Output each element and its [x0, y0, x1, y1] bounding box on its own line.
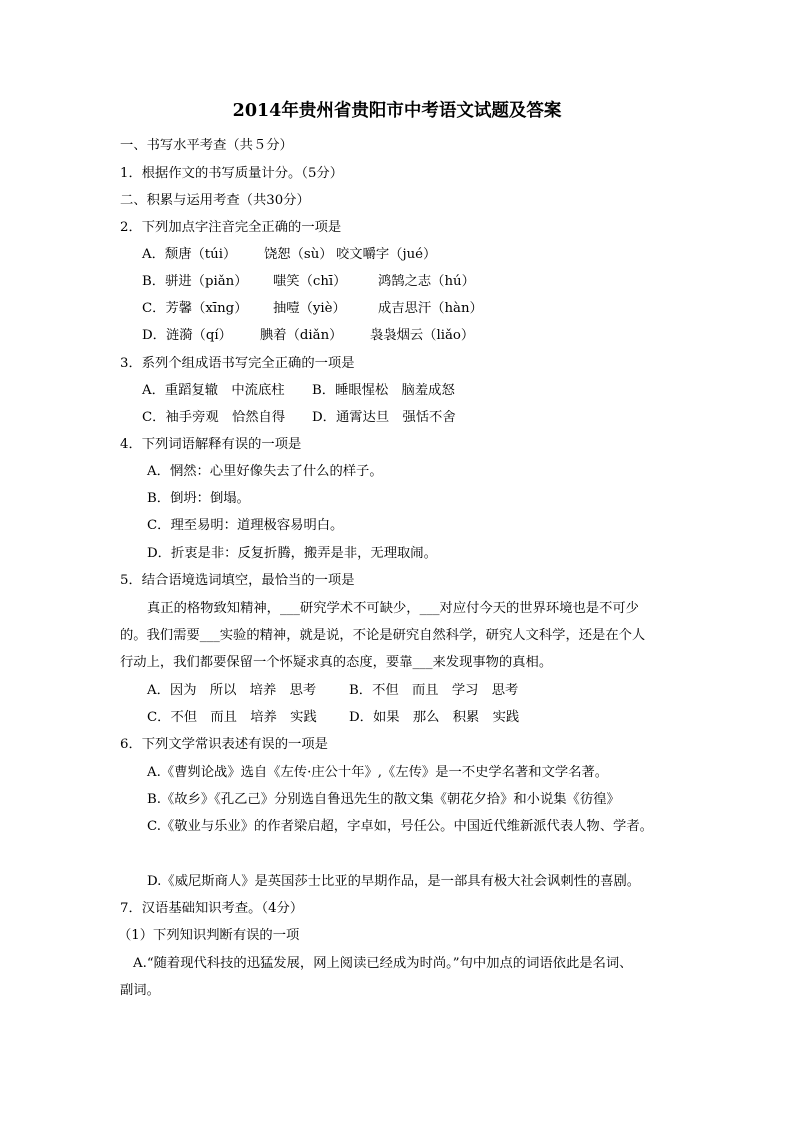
- question-3-stem: 3．系列个组成语书写完全正确的一项是: [120, 356, 355, 371]
- page-title: 2014年贵州省贵阳市中考语文试题及答案: [232, 101, 562, 121]
- option-text: 饶恕（sù）: [264, 247, 333, 262]
- option-text: B．骈进（piǎn）: [142, 274, 248, 289]
- option-text: 腆着（diǎn）: [260, 328, 343, 343]
- option-text: D．涟漪（qí）: [142, 328, 232, 343]
- option-text: 鸿鹄之志（hú）: [378, 274, 475, 289]
- question-6-stem: 6．下列文学常识表述有误的一项是: [120, 737, 328, 752]
- option-text: A．因为 所以 培养 思考: [147, 683, 317, 698]
- section-2-heading: 二、积累与运用考查（共30分）: [120, 193, 310, 208]
- question-6-option-c: C.《敬业与乐业》的作者梁启超，字卓如，号任公。中国近代维新派代表人物、学者。: [147, 819, 653, 834]
- option-text: 袅袅烟云（liǎo）: [370, 328, 475, 343]
- option-text: 抽噎（yiè）: [273, 301, 346, 316]
- option-text: C．袖手旁观 恰然自得: [142, 410, 286, 425]
- question-5-passage-line: 真正的格物致知精神，___研究学术不可缺少，___对应付今天的世界环境也是不可少: [147, 601, 639, 616]
- question-7-stem: 7．汉语基础知识考查。（4分）: [120, 901, 304, 916]
- section-1-heading: 一、书写水平考查（共５分）: [120, 138, 293, 153]
- option-text: 成吉思汗（hàn）: [378, 301, 483, 316]
- option-text: 咬文嚼字（jué）: [336, 247, 437, 262]
- question-4-option-d: D．折衷是非：反复折腾，搬弄是非，无理取闹。: [147, 546, 437, 561]
- question-4-option-b: B．倒坍：倒塌。: [147, 491, 250, 506]
- question-2-stem: 2．下列加点字注音完全正确的一项是: [120, 220, 342, 235]
- question-6-option-a: A.《曹刿论战》选自《左传·庄公十年》,《左传》是一不史学名著和文学名著。: [147, 765, 609, 780]
- option-text: C．芳馨（xīng）: [142, 301, 248, 316]
- question-6-option-d: D.《威尼斯商人》是英国莎士比亚的早期作品，是一部具有极大社会讽刺性的喜剧。: [147, 874, 641, 889]
- question-2-option-b: [142, 273, 475, 291]
- option-text: A．颓唐（tú​i）: [142, 247, 237, 262]
- question-4-option-c: C．理至易明：道理极容易明白。: [147, 518, 344, 533]
- option-text: C．不但 而且 培养 实践: [147, 710, 317, 725]
- question-5-passage-line: 的。我们需要___实验的精神，就是说，不论是研究自然科学，研究人文科学，还是在个人: [120, 628, 646, 643]
- question-5-stem: 5．结合语境选词填空，最恰当的一项是: [120, 573, 355, 588]
- option-text: B．不但 而且 学习 思考: [349, 683, 519, 698]
- question-7-option-a-line2: 副词。: [120, 983, 160, 998]
- option-text: 嗤笑（chī）: [273, 274, 347, 289]
- option-text: D．如果 那么 积累 实践: [349, 710, 520, 725]
- question-7-option-a-line1: A.“随着现代科技的迅猛发展，网上阅读已经成为时尚。”句中加点的词语依此是名词、: [133, 956, 633, 971]
- question-1: 1．根据作文的书写质量计分。（5分）: [120, 166, 344, 181]
- question-7-subquestion-1: （1）下列知识判断有误的一项: [118, 928, 300, 943]
- option-text: B．睡眼惺松 脑羞成怒: [312, 383, 455, 398]
- question-5-options-ab: [147, 682, 518, 700]
- question-3-options-cd: [142, 409, 456, 427]
- question-2-option-a: [142, 246, 436, 264]
- question-4-option-a: A．惘然：心里好像失去了什么的样子。: [147, 464, 383, 479]
- question-5-options-cd: [147, 709, 519, 727]
- question-2-option-d: [142, 327, 474, 345]
- question-5-passage-line: 行动上，我们都要保留一个怀疑求真的态度，要靠___来发现事物的真相。: [120, 655, 553, 670]
- question-2-option-c: [142, 300, 483, 318]
- question-3-options-ab: [142, 382, 455, 400]
- option-text: A．重蹈复辙 中流底柱: [142, 383, 285, 398]
- option-text: D．通霄达旦 强恬不舍: [312, 410, 456, 425]
- question-6-option-b: B.《故乡》《孔乙己》分别选自鲁迅先生的散文集《朝花夕拾》和小说集《彷徨》: [147, 792, 620, 807]
- question-4-stem: 4．下列词语解释有误的一项是: [120, 437, 302, 452]
